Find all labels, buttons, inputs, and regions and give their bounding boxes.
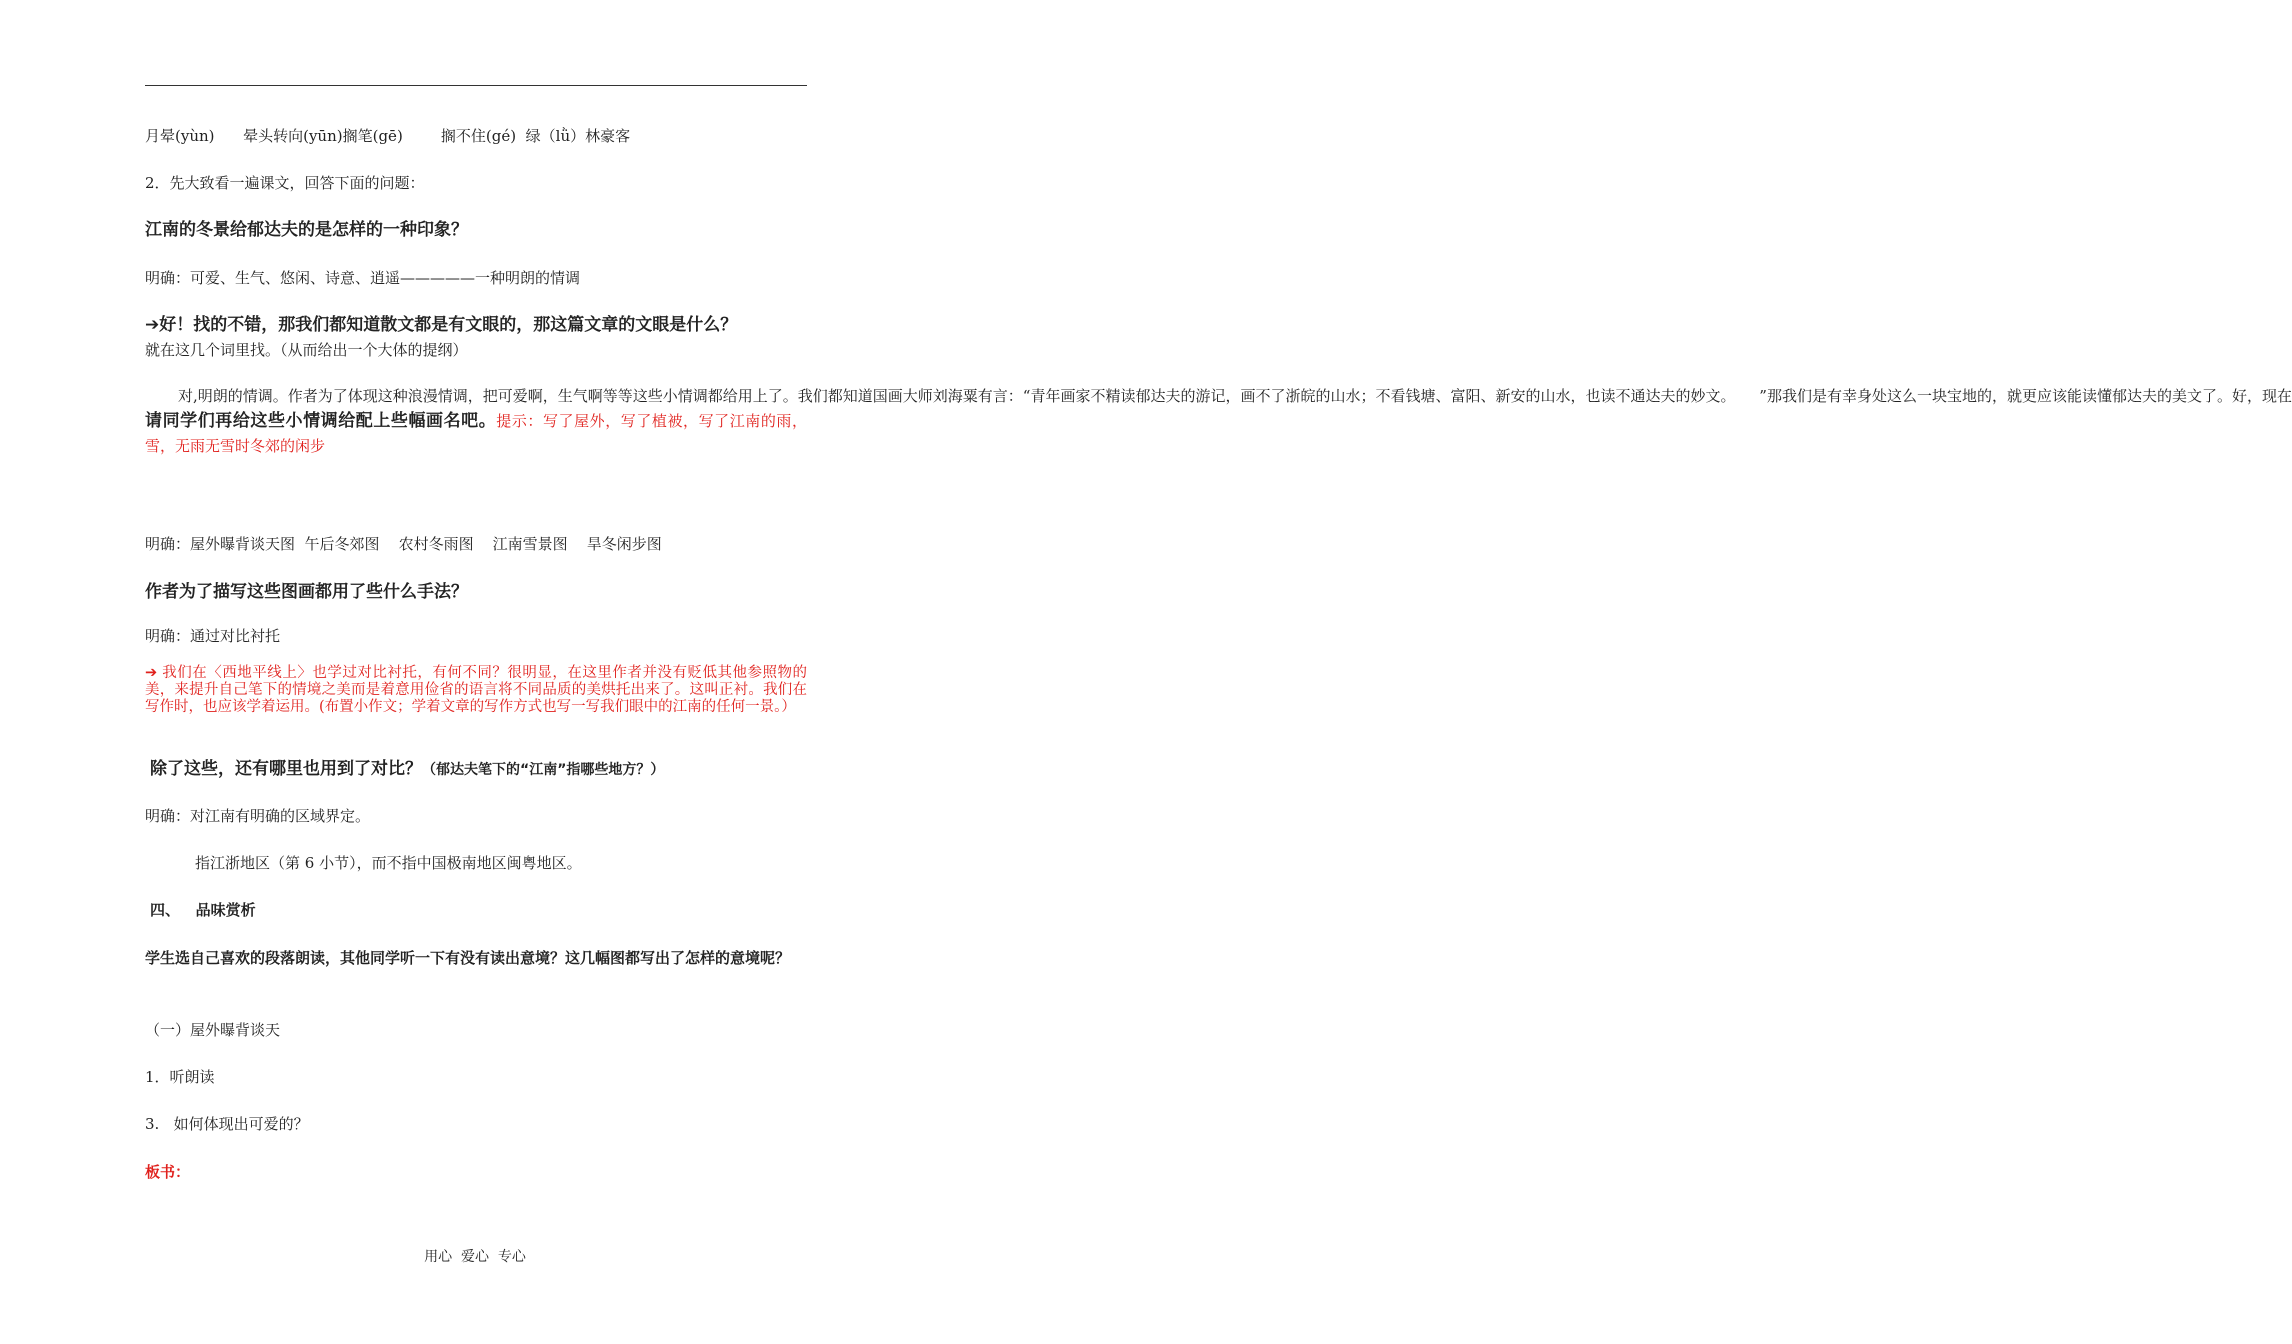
header-rule [145, 85, 807, 86]
question-text-eye [145, 313, 807, 337]
answer-impression: 明确：可爱、生气、悠闲、诗意、逍遥—————一种明朗的情调 [145, 269, 581, 287]
page-footer: 用心 爱心 专心 [424, 1249, 526, 1265]
item-3: 3. 如何体现出可爱的？ [145, 1115, 309, 1133]
answer-pictures: 明确：屋外曝背谈天图 午后冬郊图 农村冬雨图 江南雪景图 旱冬闲步图 [145, 535, 662, 553]
board-label: 板书： [145, 1163, 191, 1181]
reading-task: 学生选自己喜欢的段落朗读，其他同学听一下有没有读出意境？这几幅图都写出了怎样的意境呢？ [145, 949, 791, 967]
question-eye-hint: 就在这几个词里找。（从而给出一个大体的提纲） [145, 341, 468, 359]
section-4-heading: 四、 品味赏析 [150, 901, 256, 919]
arrow-icon: ➔ [145, 665, 158, 681]
pinyin-line: 月晕(yùn) 晕头转向(yūn)搁笔(gē) 搁不住(gé) 绿（lǜ）林豪客 [145, 127, 631, 145]
red-note [145, 665, 807, 716]
intro-paragraph-hint: 提示：写了屋外，写了植被，写了江南的雨，雪，无雨无雪时冬郊的闲步 [145, 412, 807, 455]
question-2-line: 2．先大致看一遍课文，回答下面的问题： [145, 174, 425, 192]
answer-region-detail: 指江浙地区（第 6 小节），而不指中国极南地区闽粤地区。 [195, 854, 582, 872]
intro-paragraph-text: 对,明朗的情调。作者为了体现这种浪漫情调，把可爱啊，生气啊等等这些小情调都给用上了。我们都知道国画大师刘海粟有言：“青年画家不精读郁达夫的游记，画不了浙皖的山水；不看钱塘、富阳、新安的山水，也读不通达夫的妙文。 ”那我们是有幸身处这么一块宝地的，就更应该能读懂郁达夫的美文了。好，现在 [178, 387, 2292, 405]
intro-paragraph-bold: 请同学们再给这些小情调给配上些幅画名吧。 [145, 411, 497, 431]
answer-technique: 明确：通过对比衬托 [145, 627, 281, 645]
question-technique: 作者为了描写这些图画都用了些什么手法？ [145, 582, 468, 602]
red-note-text: 我们在〈西地平线上〉也学过对比衬托，有何不同？很明显，在这里作者并没有贬低其他参照物的美，来提升自己笔下的情境之美而是着意用俭省的语言将不同品质的美烘托出来了。这叫正衬。我们在写作时，也应该学着运用。(布置小作文；学着文章的写作方式也写一写我们眼中的江南的任何一景。） [145, 665, 807, 715]
question-contrast-main: 除了这些，还有哪里也用到了对比？ [150, 759, 422, 779]
item-1: 1．听朗读 [145, 1068, 215, 1086]
arrow-icon: ➔ [145, 315, 160, 335]
answer-region: 明确：对江南有明确的区域界定。 [145, 807, 371, 825]
document-page [145, 0, 2292, 1344]
subsection-1: （一）屋外曝背谈天 [145, 1021, 281, 1039]
question-impression: 江南的冬景给郁达夫的是怎样的一种印象？ [145, 220, 468, 240]
intro-paragraph [145, 384, 2292, 459]
question-contrast [145, 757, 812, 782]
question-contrast-sub: （郁达夫笔下的“江南”指哪些地方？） [422, 762, 665, 778]
question-eye-text: 好！找的不错，那我们都知道散文都是有文眼的，那这篇文章的文眼是什么？ [159, 315, 738, 335]
